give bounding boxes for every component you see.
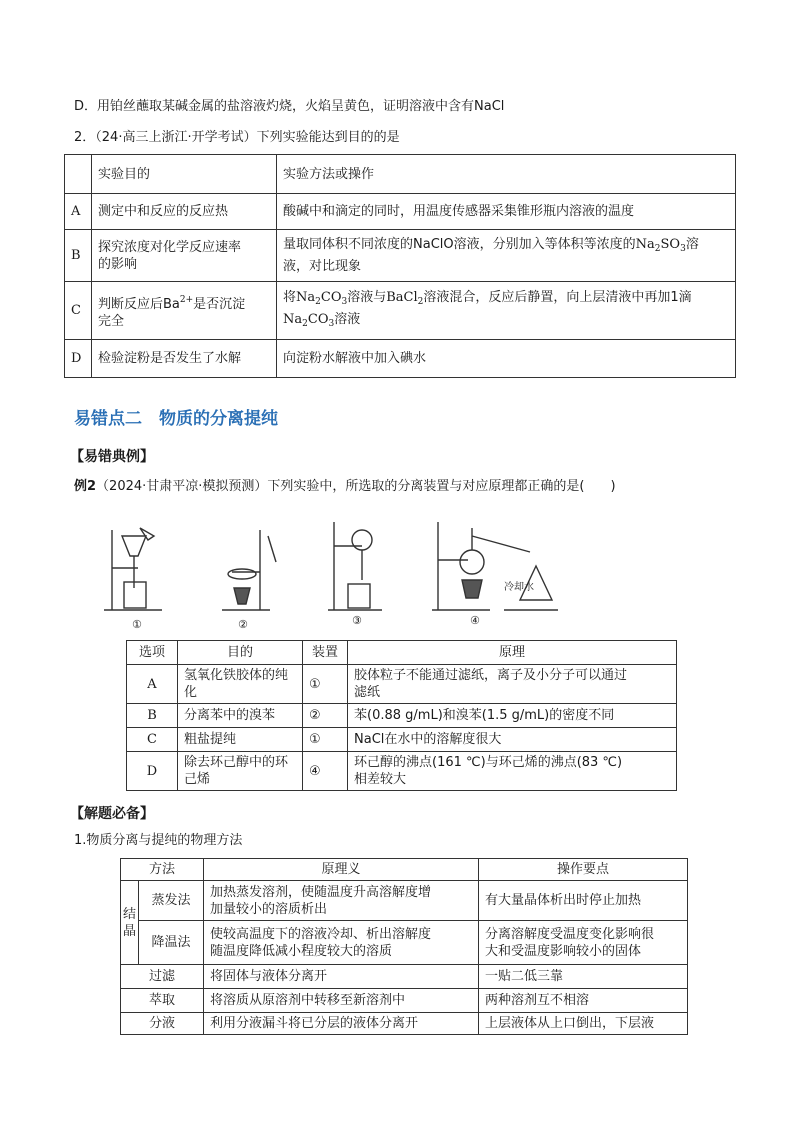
principle-line: 随温度降低减小程度较大的溶质 xyxy=(210,943,393,959)
apparatus-drawings xyxy=(100,510,560,640)
experiment-table xyxy=(64,154,736,378)
formula-na: Na xyxy=(635,237,655,252)
row-goal-line1: 探究浓度对化学反应速率 xyxy=(98,239,242,255)
row-key-points: 一贴二低三靠 xyxy=(479,965,688,989)
superscript: 2+ xyxy=(179,294,194,305)
principle-line: 胶体粒子不能通过滤纸，离子及小分子可以通过 xyxy=(354,668,628,683)
row-option: D xyxy=(65,340,92,378)
row-device: ① xyxy=(303,665,348,704)
cooling-water-label: 冷却水 xyxy=(504,582,534,593)
apparatus-label: ① xyxy=(132,618,142,631)
method-text: 溶液与 xyxy=(347,289,387,305)
table-header-goal: 实验目的 xyxy=(92,155,277,194)
row-goal-line2: 完全 xyxy=(98,313,125,329)
row-goal xyxy=(178,752,303,791)
formula-so: SO xyxy=(660,237,681,252)
table-row xyxy=(65,282,736,340)
subscript: 3 xyxy=(680,244,686,254)
row-method: 分液 xyxy=(121,1013,204,1035)
apparatus-label: ④ xyxy=(470,614,480,627)
goal-text: 是否沉淀 xyxy=(193,296,246,312)
goal-line: 氢氧化铁胶体的纯 xyxy=(184,668,289,683)
row-goal xyxy=(178,665,303,704)
row-method-line1 xyxy=(283,236,729,258)
table-row xyxy=(121,989,688,1013)
table-header-key-points: 操作要点 xyxy=(479,859,688,881)
table-row xyxy=(121,965,688,989)
table-header-option: 选项 xyxy=(127,641,178,665)
table-row xyxy=(127,752,677,791)
row-device: ② xyxy=(303,704,348,728)
goal-line: 己烯 xyxy=(184,772,211,787)
example-text: （2024·甘肃平凉·模拟预测）下列实验中，所选取的分离装置与对应原理都正确的是( ) xyxy=(96,479,616,494)
table-row xyxy=(127,704,677,728)
row-key-points: 有大量晶体析出时停止加热 xyxy=(479,881,688,921)
key-point-line: 分离溶解度受温度变化影响很 xyxy=(485,926,655,942)
row-option: B xyxy=(127,704,178,728)
principle-line: 滤纸 xyxy=(354,685,381,700)
row-key-points xyxy=(479,921,688,965)
goal-line: 化 xyxy=(184,685,198,700)
table-header-principle: 原理义 xyxy=(204,859,479,881)
tag-solution-essentials: 【解题必备】 xyxy=(70,806,154,822)
row-option: C xyxy=(65,282,92,340)
table-header-goal: 目的 xyxy=(178,641,303,665)
table-row xyxy=(65,194,736,230)
principle-line: 使较高温度下的溶液冷却、析出溶解度 xyxy=(210,926,432,942)
example-label: 例2 xyxy=(74,479,97,494)
example-2-stem xyxy=(74,478,616,496)
subsection-title: 1.物质分离与提纯的物理方法 xyxy=(74,833,243,848)
subscript: 2 xyxy=(315,296,321,307)
method-text: 溶液混合，反应后静置，向上层清液中再加1滴 xyxy=(423,289,692,305)
row-method-line1 xyxy=(283,289,729,311)
row-goal: 测定中和反应的反应热 xyxy=(92,194,277,230)
row-goal: 分离苯中的溴苯 xyxy=(178,704,303,728)
table-row xyxy=(121,1013,688,1035)
method-text: 将 xyxy=(283,289,297,305)
row-method xyxy=(277,282,736,340)
row-device: ④ xyxy=(303,752,348,791)
formula: CO xyxy=(307,311,329,327)
row-principle: 苯(0.88 g/mL)和溴苯(1.5 g/mL)的密度不同 xyxy=(348,704,677,728)
subscript: 2 xyxy=(417,296,424,307)
subscript: 3 xyxy=(341,296,348,307)
method-text: 溶 xyxy=(685,237,699,252)
table-header-method: 实验方法或操作 xyxy=(277,155,736,194)
subscript: 2 xyxy=(654,244,661,254)
row-principle: 将溶质从原溶剂中转移至新溶剂中 xyxy=(204,989,479,1013)
row-method: 萃取 xyxy=(121,989,204,1013)
row-method: 向淀粉水解液中加入碘水 xyxy=(277,340,736,378)
row-device: ① xyxy=(303,728,348,752)
question-2-stem: 2．（24·高三上浙江·开学考试）下列实验能达到目的的是 xyxy=(74,130,400,145)
row-method xyxy=(277,230,736,282)
row-key-points: 上层液体从上口倒出，下层液 xyxy=(479,1013,688,1035)
crystallization-text: 结晶 xyxy=(123,906,137,939)
goal-line: 除去环己醇中的环 xyxy=(184,755,289,770)
row-option: B xyxy=(65,230,92,282)
principle-line: 环己醇的沸点(161 ℃)与环己烯的沸点(83 ℃) xyxy=(354,755,623,770)
table-row xyxy=(127,728,677,752)
row-key-points: 两种溶剂互不相溶 xyxy=(479,989,688,1013)
row-goal: 粗盐提纯 xyxy=(178,728,303,752)
table-header-principle: 原理 xyxy=(348,641,677,665)
section-title: 易错点二 物质的分离提纯 xyxy=(74,409,278,429)
methods-table xyxy=(120,858,688,1035)
row-option: A xyxy=(127,665,178,704)
table-header-empty xyxy=(65,155,92,194)
row-goal-line2: 的影响 xyxy=(98,256,138,272)
formula: BaCl xyxy=(386,289,418,305)
principle-line: 加热蒸发溶剂，使随温度升高溶解度增 xyxy=(210,884,432,900)
table-row xyxy=(65,230,736,282)
method-text: 量取同体积不同浓度的NaClO溶液，分别加入等体积等浓度的 xyxy=(283,237,636,252)
apparatus-figure xyxy=(100,510,560,640)
principle-line: 加量较小的溶质析出 xyxy=(210,901,328,917)
table-header-method: 方法 xyxy=(121,859,204,881)
row-principle xyxy=(348,665,677,704)
subscript: 3 xyxy=(328,318,335,329)
row-goal xyxy=(92,230,277,282)
principle-line: 相差较大 xyxy=(354,772,407,787)
row-method-line2 xyxy=(283,311,729,333)
row-method: 酸碱中和滴定的同时，用温度传感器采集锥形瓶内溶液的温度 xyxy=(277,194,736,230)
row-option: D xyxy=(127,752,178,791)
table-row xyxy=(65,340,736,378)
row-option: C xyxy=(127,728,178,752)
table-row xyxy=(127,665,677,704)
table-row xyxy=(121,921,688,965)
option-d-text: D．用铂丝蘸取某碱金属的盐溶液灼烧，火焰呈黄色，证明溶液中含有NaCl xyxy=(74,99,505,114)
row-principle xyxy=(204,921,479,965)
method-text: 溶液 xyxy=(334,311,361,327)
row-principle xyxy=(204,881,479,921)
separation-table xyxy=(126,640,677,791)
apparatus-label: ③ xyxy=(352,614,362,627)
formula: Na xyxy=(296,289,316,305)
goal-text: 判断反应后Ba xyxy=(98,296,180,312)
row-method: 蒸发法 xyxy=(139,881,204,921)
row-method: 降温法 xyxy=(139,921,204,965)
formula: Na xyxy=(283,311,303,327)
row-principle xyxy=(348,752,677,791)
row-principle: NaCl在水中的溶解度很大 xyxy=(348,728,677,752)
table-header-device: 装置 xyxy=(303,641,348,665)
row-principle: 将固体与液体分离开 xyxy=(204,965,479,989)
row-method: 过滤 xyxy=(121,965,204,989)
row-goal-line1 xyxy=(98,292,270,313)
formula: CO xyxy=(320,289,342,305)
row-method-line2: 液，对比现象 xyxy=(283,259,362,274)
row-goal xyxy=(92,282,277,340)
crystallization-label xyxy=(121,881,139,965)
row-principle: 利用分液漏斗将已分层的液体分离开 xyxy=(204,1013,479,1035)
row-option: A xyxy=(65,194,92,230)
row-goal: 检验淀粉是否发生了水解 xyxy=(92,340,277,378)
key-point-line: 大和受温度影响较小的固体 xyxy=(485,943,642,959)
subscript: 2 xyxy=(302,318,308,329)
tag-typical-example: 【易错典例】 xyxy=(70,449,154,465)
apparatus-label: ② xyxy=(238,618,248,631)
table-row xyxy=(121,881,688,921)
